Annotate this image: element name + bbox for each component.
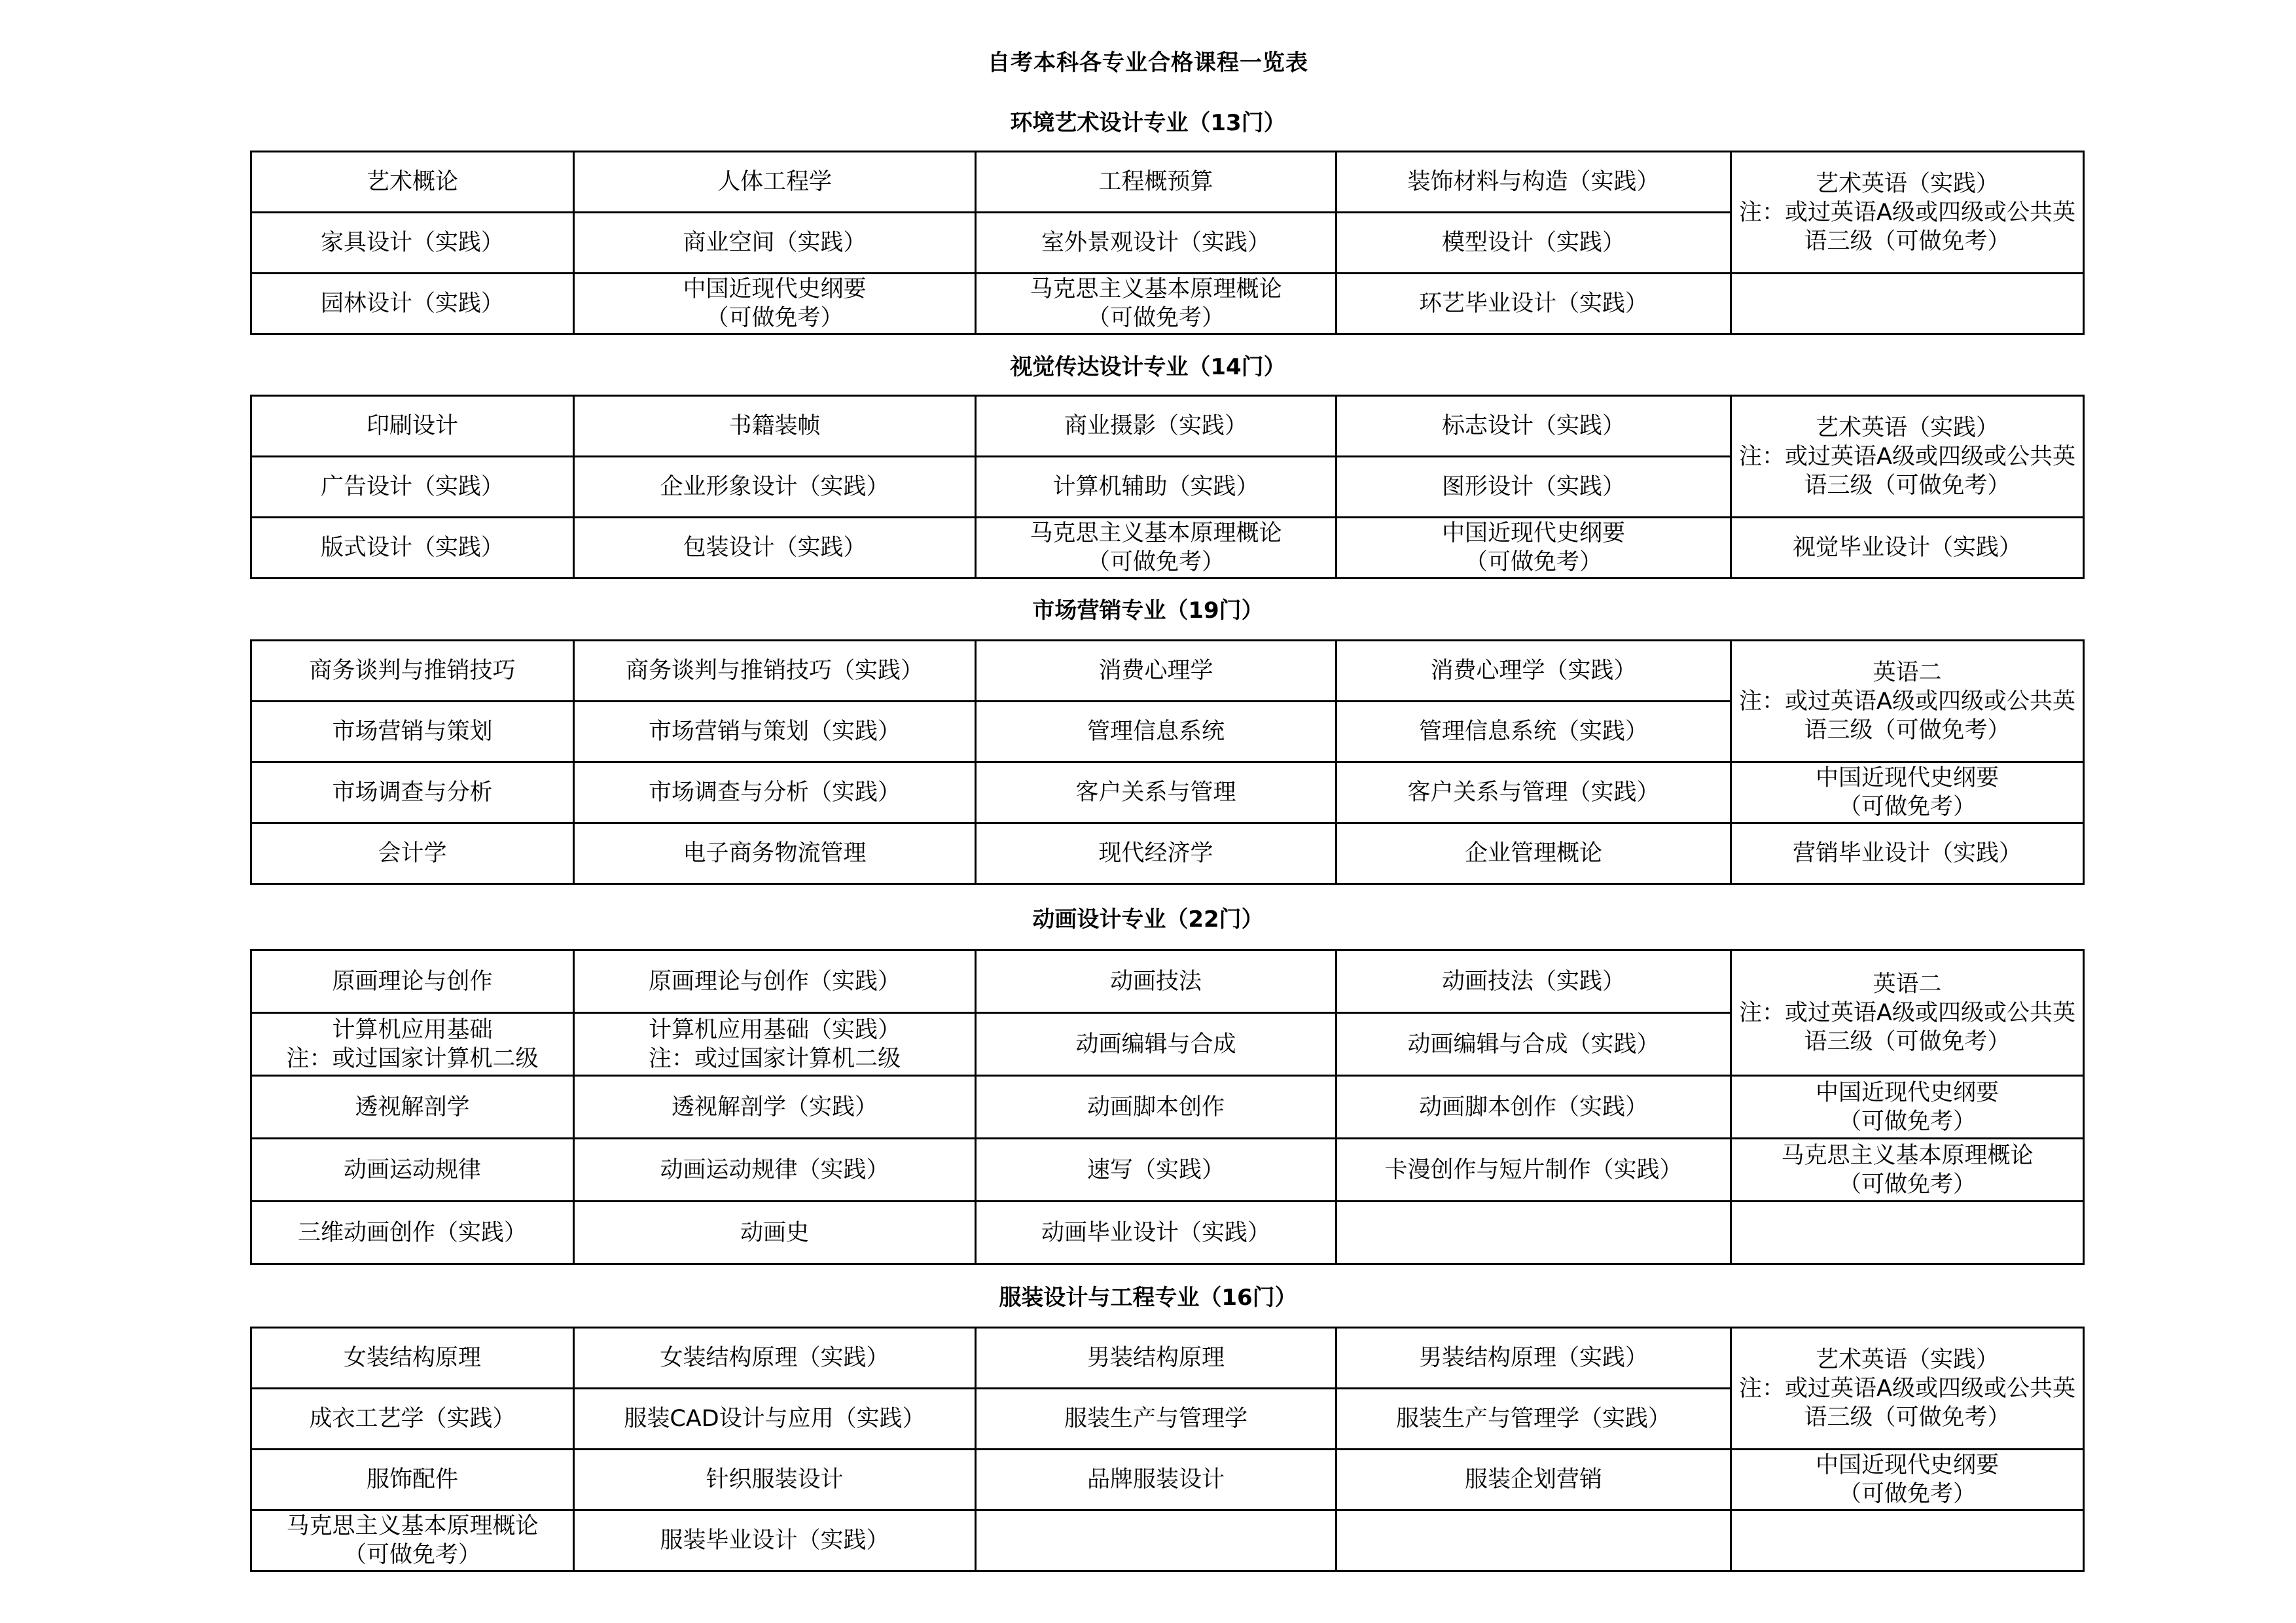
- course-cell: 家具设计（实践）: [251, 213, 574, 274]
- empty-cell: [976, 1510, 1336, 1571]
- course-cell: 动画脚本创作: [976, 1076, 1336, 1139]
- course-cell: 成衣工艺学（实践）: [251, 1389, 574, 1450]
- course-cell: 商务谈判与推销技巧（实践）: [574, 641, 976, 702]
- course-cell: 卡漫创作与短片制作（实践）: [1336, 1139, 1731, 1202]
- course-cell: 市场营销与策划: [251, 702, 574, 762]
- course-cell: 书籍装帧: [574, 396, 976, 457]
- course-cell: 包装设计（实践）: [574, 518, 976, 579]
- course-cell: 动画毕业设计（实践）: [976, 1202, 1336, 1264]
- course-cell: 人体工程学: [574, 152, 976, 213]
- course-cell: 艺术概论: [251, 152, 574, 213]
- course-cell: 动画编辑与合成（实践）: [1336, 1013, 1731, 1076]
- course-cell: 中国近现代史纲要 （可做免考）: [574, 274, 976, 334]
- course-cell: 动画编辑与合成: [976, 1013, 1336, 1076]
- empty-cell: [1336, 1202, 1731, 1264]
- course-cell: 马克思主义基本原理概论 （可做免考）: [251, 1510, 574, 1571]
- course-cell: 消费心理学: [976, 641, 1336, 702]
- course-cell: 市场调查与分析: [251, 762, 574, 823]
- page-title: 自考本科各专业合格课程一览表: [988, 50, 1308, 76]
- course-cell: 透视解剖学: [251, 1076, 574, 1139]
- section-title-environmental-art: 环境艺术设计专业（13门）: [1010, 110, 1286, 136]
- course-cell: 女装结构原理: [251, 1328, 574, 1389]
- course-cell: 计算机应用基础 注：或过国家计算机二级: [251, 1013, 574, 1076]
- course-table-fashion-design: [250, 1327, 2085, 1572]
- course-cell: 动画运动规律（实践）: [574, 1139, 976, 1202]
- course-cell: 服饰配件: [251, 1450, 574, 1510]
- course-cell: 透视解剖学（实践）: [574, 1076, 976, 1139]
- course-cell: 品牌服装设计: [976, 1450, 1336, 1510]
- course-cell: 中国近现代史纲要 （可做免考）: [1731, 1076, 2084, 1139]
- course-cell: 男装结构原理（实践）: [1336, 1328, 1731, 1389]
- course-cell: 动画史: [574, 1202, 976, 1264]
- empty-cell: [1731, 1202, 2084, 1264]
- empty-cell: [1731, 274, 2084, 334]
- course-cell: 服装毕业设计（实践）: [574, 1510, 976, 1571]
- course-cell: 市场营销与策划（实践）: [574, 702, 976, 762]
- course-cell: 计算机辅助（实践）: [976, 457, 1336, 518]
- course-cell: 服装企划营销: [1336, 1450, 1731, 1510]
- course-cell-english: 英语二 注：或过英语A级或四级或公共英 语三级（可做免考）: [1731, 641, 2084, 762]
- course-cell: 计算机应用基础（实践） 注：或过国家计算机二级: [574, 1013, 976, 1076]
- course-table-animation: [250, 949, 2085, 1265]
- course-cell: 模型设计（实践）: [1336, 213, 1731, 274]
- course-cell-english: 艺术英语（实践） 注：或过英语A级或四级或公共英 语三级（可做免考）: [1731, 396, 2084, 518]
- course-cell-english: 艺术英语（实践） 注：或过英语A级或四级或公共英 语三级（可做免考）: [1731, 152, 2084, 274]
- course-cell: 服装生产与管理学: [976, 1389, 1336, 1450]
- course-cell: 原画理论与创作: [251, 950, 574, 1013]
- course-cell: 图形设计（实践）: [1336, 457, 1731, 518]
- course-cell: 企业管理概论: [1336, 823, 1731, 884]
- section-title-fashion-design: 服装设计与工程专业（16门）: [999, 1285, 1297, 1311]
- course-cell: 管理信息系统（实践）: [1336, 702, 1731, 762]
- course-cell: 原画理论与创作（实践）: [574, 950, 976, 1013]
- course-cell: 针织服装设计: [574, 1450, 976, 1510]
- course-cell: 服装生产与管理学（实践）: [1336, 1389, 1731, 1450]
- course-cell: 服装CAD设计与应用（实践）: [574, 1389, 976, 1450]
- course-cell: 会计学: [251, 823, 574, 884]
- course-table-environmental-art: [250, 151, 2085, 335]
- empty-cell: [1731, 1510, 2084, 1571]
- course-cell: 马克思主义基本原理概论 （可做免考）: [976, 274, 1336, 334]
- course-cell: 环艺毕业设计（实践）: [1336, 274, 1731, 334]
- course-cell: 工程概预算: [976, 152, 1336, 213]
- course-cell: 管理信息系统: [976, 702, 1336, 762]
- empty-cell: [1336, 1510, 1731, 1571]
- course-cell: 标志设计（实践）: [1336, 396, 1731, 457]
- course-cell: 营销毕业设计（实践）: [1731, 823, 2084, 884]
- course-cell: 印刷设计: [251, 396, 574, 457]
- course-cell: 客户关系与管理（实践）: [1336, 762, 1731, 823]
- course-cell: 商业摄影（实践）: [976, 396, 1336, 457]
- course-cell: 中国近现代史纲要 （可做免考）: [1731, 1450, 2084, 1510]
- course-cell: 动画运动规律: [251, 1139, 574, 1202]
- course-cell: 速写（实践）: [976, 1139, 1336, 1202]
- course-cell: 男装结构原理: [976, 1328, 1336, 1389]
- course-cell: 园林设计（实践）: [251, 274, 574, 334]
- course-table-visual-communication: [250, 395, 2085, 579]
- course-cell: 视觉毕业设计（实践）: [1731, 518, 2084, 579]
- course-cell: 动画技法: [976, 950, 1336, 1013]
- course-cell: 中国近现代史纲要 （可做免考）: [1336, 518, 1731, 579]
- course-cell: 室外景观设计（实践）: [976, 213, 1336, 274]
- course-cell: 马克思主义基本原理概论 （可做免考）: [1731, 1139, 2084, 1202]
- course-cell: 中国近现代史纲要 （可做免考）: [1731, 762, 2084, 823]
- course-cell: 客户关系与管理: [976, 762, 1336, 823]
- course-cell: 消费心理学（实践）: [1336, 641, 1731, 702]
- course-cell: 版式设计（实践）: [251, 518, 574, 579]
- course-cell: 电子商务物流管理: [574, 823, 976, 884]
- course-cell: 动画技法（实践）: [1336, 950, 1731, 1013]
- course-cell: 广告设计（实践）: [251, 457, 574, 518]
- course-cell: 企业形象设计（实践）: [574, 457, 976, 518]
- course-cell: 动画脚本创作（实践）: [1336, 1076, 1731, 1139]
- course-cell-english: 艺术英语（实践） 注：或过英语A级或四级或公共英 语三级（可做免考）: [1731, 1328, 2084, 1450]
- course-cell: 市场调查与分析（实践）: [574, 762, 976, 823]
- course-cell: 装饰材料与构造（实践）: [1336, 152, 1731, 213]
- course-cell: 商务谈判与推销技巧: [251, 641, 574, 702]
- course-cell: 三维动画创作（实践）: [251, 1202, 574, 1264]
- course-table-marketing: [250, 639, 2085, 885]
- course-cell: 马克思主义基本原理概论 （可做免考）: [976, 518, 1336, 579]
- course-cell: 商业空间（实践）: [574, 213, 976, 274]
- course-cell: 女装结构原理（实践）: [574, 1328, 976, 1389]
- section-title-marketing: 市场营销专业（19门）: [1032, 597, 1264, 624]
- course-cell-english: 英语二 注：或过英语A级或四级或公共英 语三级（可做免考）: [1731, 950, 2084, 1076]
- section-title-visual-communication: 视觉传达设计专业（14门）: [1010, 354, 1286, 380]
- course-cell: 现代经济学: [976, 823, 1336, 884]
- section-title-animation: 动画设计专业（22门）: [1032, 906, 1264, 933]
